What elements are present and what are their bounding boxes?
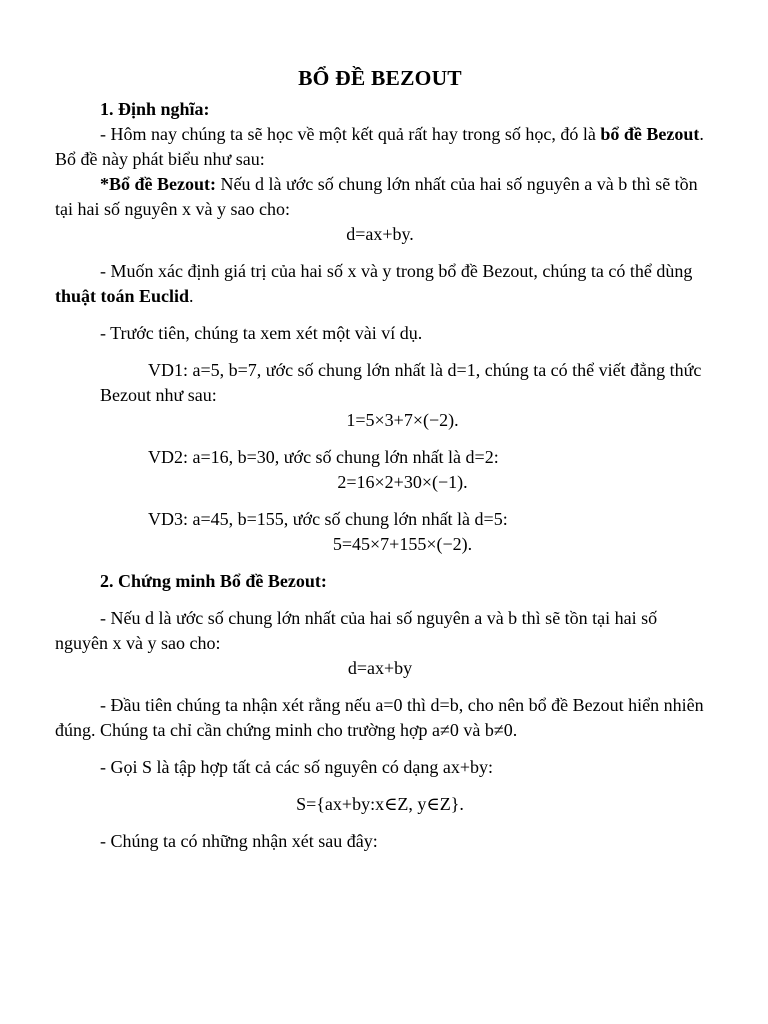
document-title: BỔ ĐỀ BEZOUT	[298, 66, 462, 90]
intro-paragraph	[55, 122, 705, 172]
proof-note: - Đầu tiên chúng ta nhận xét rằng nếu a=0 thì d=b, cho nên bổ đề Bezout hiển nhiên đúng. Chúng ta chỉ cần chứng minh cho trường hợp a≠0 và b≠0.	[55, 695, 704, 740]
euclid-text-b: .	[189, 286, 194, 306]
section-1-heading: 1. Định nghĩa:	[100, 99, 210, 119]
example-3-formula: 5=45×7+155×(−2).	[332, 534, 473, 554]
example-2-formula: 2=16×2+30×(−1).	[337, 472, 468, 492]
example-1-formula: 1=5×3+7×(−2).	[346, 410, 459, 430]
euclid-bold-term: thuật toán Euclid	[55, 286, 190, 306]
lemma-label: *Bổ đề Bezout:	[100, 174, 216, 194]
section-2-heading: 2. Chứng minh Bổ đề Bezout:	[100, 571, 327, 591]
euclid-paragraph	[55, 259, 705, 309]
example-3-text: VD3: a=45, b=155, ước số chung lớn nhất là d=5:	[148, 509, 508, 529]
lemma-text: Nếu d là ước số chung lớn nhất của hai số nguyên a và b thì sẽ tồn tại hai số nguyên x và y sao cho:	[55, 174, 698, 219]
set-formula: S={ax+by:x∈Z, y∈Z}.	[296, 794, 464, 814]
proof-statement-formula: d=ax+by	[347, 658, 413, 678]
euclid-text-a: - Muốn xác định giá trị của hai số x và y trong bổ đề Bezout, chúng ta có thể dùng	[100, 261, 693, 281]
examples-intro: - Trước tiên, chúng ta xem xét một vài ví dụ.	[100, 323, 423, 343]
intro-text-a: - Hôm nay chúng ta sẽ học về một kết quả rất hay trong số học, đó là	[100, 124, 601, 144]
set-definition: - Gọi S là tập hợp tất cả các số nguyên có dạng ax+by:	[100, 757, 494, 777]
example-1-text: VD1: a=5, b=7, ước số chung lớn nhất là d=1, chúng ta có thể viết đẳng thức Bezout như sau:	[100, 360, 702, 405]
lemma-formula: d=ax+by.	[346, 224, 414, 244]
intro-bold-term: bổ đề Bezout	[600, 124, 700, 144]
intro-text-b: . Bổ đề này phát biểu như sau:	[55, 124, 704, 169]
example-2-text: VD2: a=16, b=30, ước số chung lớn nhất là d=2:	[148, 447, 499, 467]
lemma-statement	[55, 172, 705, 222]
proof-statement: - Nếu d là ước số chung lớn nhất của hai số nguyên a và b thì sẽ tồn tại hai số nguyên x và y sao cho:	[55, 608, 658, 653]
remarks-intro: - Chúng ta có những nhận xét sau đây:	[100, 831, 378, 851]
document-page	[55, 66, 705, 854]
